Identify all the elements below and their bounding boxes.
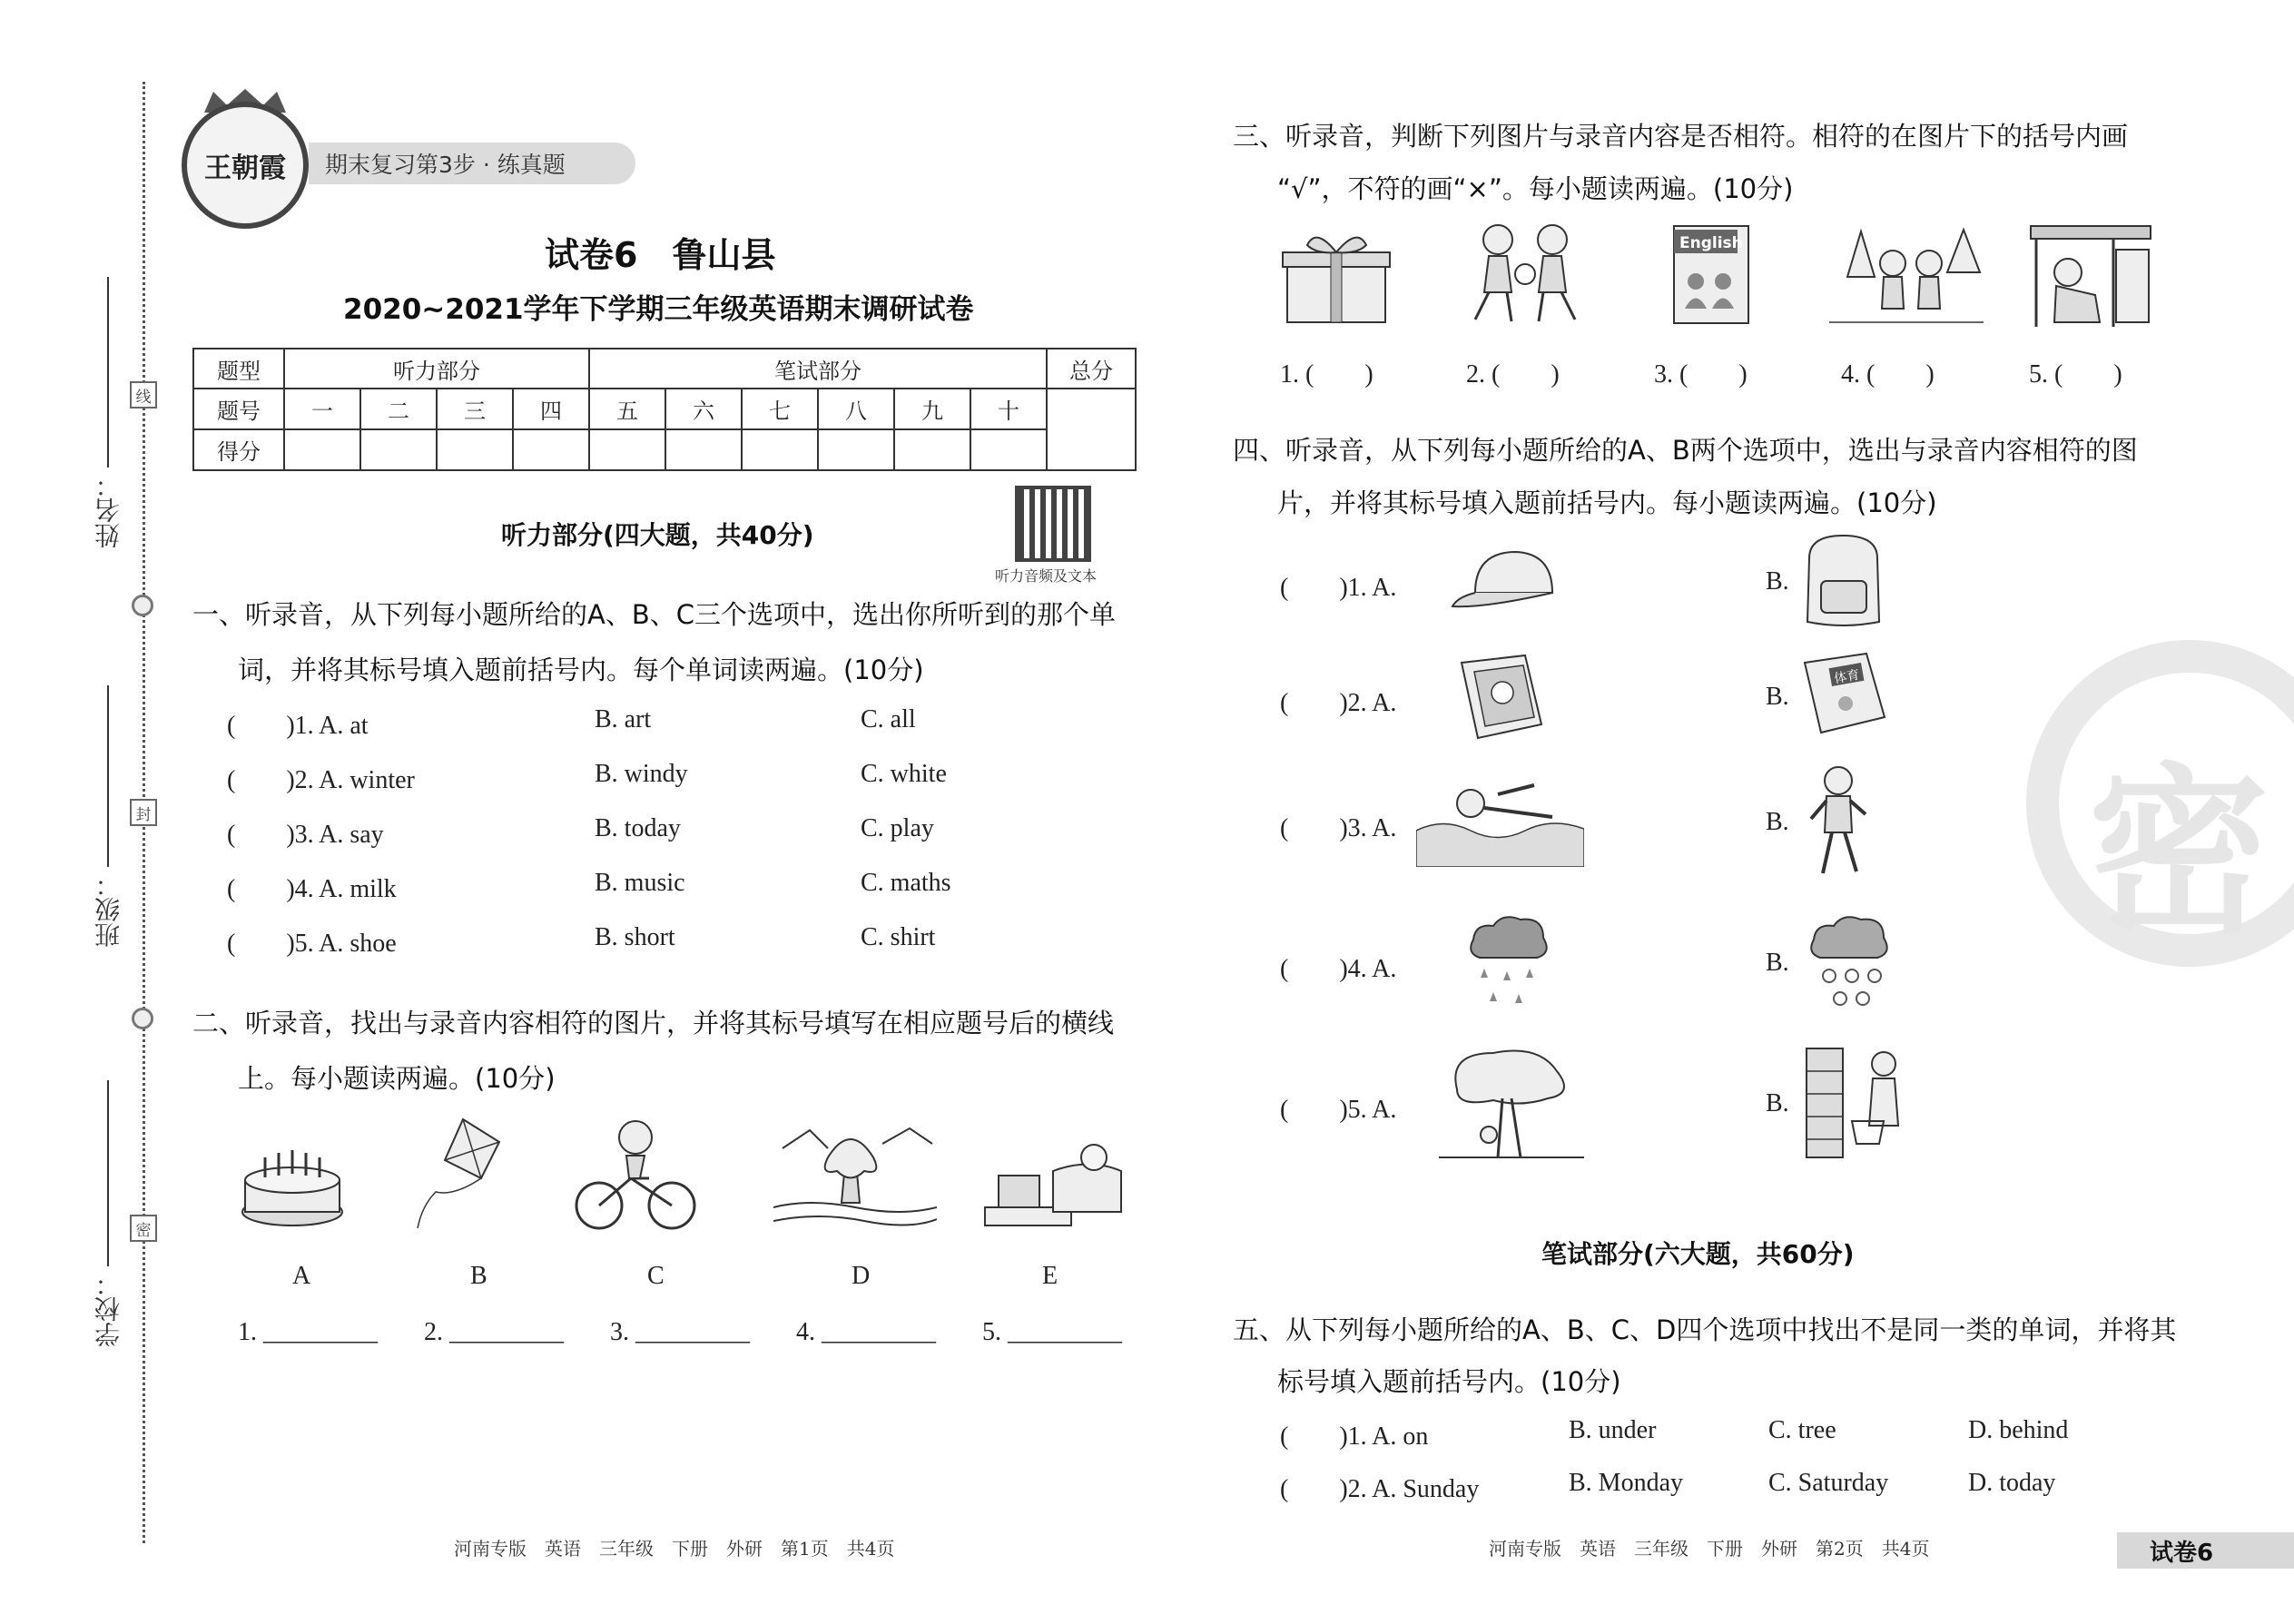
q4-item-1[interactable]: ( )1. A. xyxy=(1280,574,1397,602)
table-header-cell: 听力部分 xyxy=(284,349,589,389)
trees-river-icon xyxy=(773,1121,937,1230)
birthday-cake-icon xyxy=(238,1139,347,1230)
q1-prompt-line1: 一、听录音，从下列每小题所给的A、B、C三个选项中，选出你所听到的那个单 xyxy=(192,599,1116,630)
pe-book-icon xyxy=(1796,649,1891,740)
q4-item-4[interactable]: ( )4. A. xyxy=(1280,955,1397,983)
girl-under-tree-icon xyxy=(1439,1044,1584,1162)
score-table xyxy=(192,348,1137,471)
q1-option-c: C. all xyxy=(861,705,916,733)
q5-prompt-line2: 标号填入题前括号内。(10分) xyxy=(1277,1366,1621,1397)
table-header-cell: 总分 xyxy=(1047,349,1136,389)
class-label: 班级： xyxy=(94,871,123,948)
kite-icon xyxy=(409,1115,508,1233)
q1-item-2[interactable]: ( )2. A. winter xyxy=(227,766,415,794)
table-header-cell: 题型 xyxy=(193,349,284,389)
q5-option-c: C. Saturday xyxy=(1768,1469,1889,1497)
header-banner: 期末复习第3步 · 练真题 xyxy=(309,143,635,184)
q1-item-1[interactable]: ( )1. A. at xyxy=(227,712,369,740)
table-cell: 八 xyxy=(818,389,894,429)
score-cell[interactable] xyxy=(360,429,437,470)
q3-prompt-line1: 三、听录音，判断下列图片与录音内容是否相符。相符的在图片下的括号内画 xyxy=(1233,121,2129,152)
name-blank xyxy=(107,277,109,468)
q1-option-b: B. music xyxy=(595,869,685,897)
q3-bracket[interactable]: 4. ( ) xyxy=(1841,360,1935,389)
q1-option-b: B. today xyxy=(595,814,681,842)
woman-shopping-icon xyxy=(1802,1044,1911,1162)
q3-bracket[interactable]: 3. ( ) xyxy=(1654,360,1748,389)
girl-watching-tv-icon xyxy=(980,1121,1126,1230)
seal-char: 线 xyxy=(130,381,157,408)
q4-option-b: B. xyxy=(1766,1089,1789,1117)
q3-bracket[interactable]: 5. ( ) xyxy=(2029,360,2122,389)
q2-prompt-line2: 上。每小题读两遍。(10分) xyxy=(238,1063,556,1094)
q3-prompt-line2: “√”，不符的画“×”。每小题读两遍。(10分) xyxy=(1277,173,1794,204)
binding-hole xyxy=(132,595,153,616)
q1-option-c: C. maths xyxy=(861,869,951,897)
q2-answer-blank[interactable]: 2. _________ xyxy=(424,1318,564,1346)
q1-option-c: C. shirt xyxy=(861,923,936,951)
footer-right: 河南专版 英语 三年级 下册 外研 第2页 共4页 xyxy=(1489,1538,1930,1560)
q5-option-d: D. behind xyxy=(1968,1416,2069,1444)
q2-answer-blank[interactable]: 5. _________ xyxy=(982,1318,1122,1346)
score-cell[interactable] xyxy=(818,429,894,470)
kids-snowman-icon xyxy=(1829,222,1984,327)
q3-bracket[interactable]: 1. ( ) xyxy=(1280,360,1373,389)
backpack-icon xyxy=(1796,531,1891,631)
q5-option-d: D. today xyxy=(1968,1469,2056,1497)
q2-answer-blank[interactable]: 1. _________ xyxy=(238,1318,378,1346)
picture-book-icon xyxy=(1452,652,1548,743)
listening-heading: 听力部分(四大题，共40分) xyxy=(501,520,814,550)
q4-option-b: B. xyxy=(1766,683,1789,711)
score-cell[interactable] xyxy=(970,429,1047,470)
q4-item-2[interactable]: ( )2. A. xyxy=(1280,689,1397,717)
score-cell[interactable] xyxy=(513,429,589,470)
q1-option-b: B. art xyxy=(595,705,652,733)
pe-book-word: 体育 xyxy=(1833,667,1861,687)
english-book-icon xyxy=(1670,222,1752,327)
q1-item-5[interactable]: ( )5. A. shoe xyxy=(227,930,397,958)
table-cell: 题号 xyxy=(193,389,284,429)
q4-prompt-line1: 四、听录音，从下列每小题所给的A、B两个选项中，选出与录音内容相符的图 xyxy=(1233,435,2138,466)
snow-cloud-icon xyxy=(1807,912,1897,1017)
q5-option-c: C. tree xyxy=(1768,1416,1836,1444)
q4-item-3[interactable]: ( )3. A. xyxy=(1280,814,1397,842)
binding-hole xyxy=(132,1008,153,1029)
table-cell: 四 xyxy=(513,389,589,429)
rain-cloud-icon xyxy=(1466,912,1552,1012)
score-cell[interactable] xyxy=(437,429,513,470)
q4-option-b: B. xyxy=(1766,949,1789,977)
paper-subtitle: 2020~2021学年下学期三年级英语期末调研试卷 xyxy=(343,293,974,326)
paper-tab-label: 试卷6 xyxy=(2150,1540,2214,1567)
q3-bracket[interactable]: 2. ( ) xyxy=(1466,360,1560,389)
brand-logo: 王朝霞 xyxy=(182,102,309,229)
q2-letter-b: B xyxy=(470,1262,487,1290)
writing-heading: 笔试部分(六大题，共60分) xyxy=(1541,1239,1855,1269)
seal-watermark-char: 密 xyxy=(2088,748,2270,960)
q1-option-c: C. white xyxy=(861,760,947,788)
gift-box-icon xyxy=(1280,227,1393,327)
q4-option-b: B. xyxy=(1766,808,1789,836)
q5-option-b: B. Monday xyxy=(1569,1469,1683,1497)
q5-item-1[interactable]: ( )1. A. on xyxy=(1280,1422,1429,1451)
paper-title: 试卷6 鲁山县 xyxy=(545,235,776,275)
qr-caption: 听力音频及文本 xyxy=(995,567,1098,585)
name-label: 姓名： xyxy=(94,472,123,548)
boy-riding-bike-icon xyxy=(567,1115,704,1233)
q2-prompt-line1: 二、听录音，找出与录音内容相符的图片，并将其标号填写在相应题号后的横线 xyxy=(192,1008,1115,1038)
table-cell: 得分 xyxy=(193,429,284,470)
q4-item-5[interactable]: ( )5. A. xyxy=(1280,1096,1397,1124)
seal-char: 密 xyxy=(130,1215,157,1242)
score-cell[interactable] xyxy=(742,429,818,470)
table-cell: 一 xyxy=(284,389,360,429)
kids-playing-ball-icon xyxy=(1457,220,1593,329)
q1-item-4[interactable]: ( )4. A. milk xyxy=(227,875,397,903)
class-blank xyxy=(107,685,109,867)
total-score-cell[interactable] xyxy=(1047,389,1136,470)
boy-running-icon xyxy=(1807,764,1870,882)
score-cell[interactable] xyxy=(589,429,665,470)
table-cell: 三 xyxy=(437,389,513,429)
q5-item-2[interactable]: ( )2. A. Sunday xyxy=(1280,1475,1480,1503)
table-cell: 九 xyxy=(894,389,970,429)
seal-char: 封 xyxy=(130,799,157,826)
qr-code[interactable] xyxy=(1015,486,1091,562)
english-book-word: English xyxy=(1679,234,1743,252)
table-cell: 七 xyxy=(742,389,818,429)
score-cell[interactable] xyxy=(284,429,360,470)
cap-icon xyxy=(1448,543,1561,615)
q2-letter-c: C xyxy=(647,1262,665,1290)
q2-letter-a: A xyxy=(292,1262,311,1290)
footer-left: 河南专版 英语 三年级 下册 外研 第1页 共4页 xyxy=(454,1538,895,1560)
table-cell: 十 xyxy=(970,389,1047,429)
q1-option-b: B. short xyxy=(595,923,675,951)
school-blank xyxy=(107,1080,109,1266)
q2-answer-blank[interactable]: 4. _________ xyxy=(796,1318,936,1346)
q5-option-b: B. under xyxy=(1569,1416,1657,1444)
table-cell: 六 xyxy=(665,389,742,429)
q1-option-c: C. play xyxy=(861,814,934,842)
school-label: 学校： xyxy=(94,1271,123,1347)
q2-answer-blank[interactable]: 3. _________ xyxy=(610,1318,750,1346)
q4-prompt-line2: 片，并将其标号填入题前括号内。每小题读两遍。(10分) xyxy=(1277,487,1937,518)
score-cell[interactable] xyxy=(665,429,742,470)
boy-under-desk-icon xyxy=(2027,222,2154,331)
q1-item-3[interactable]: ( )3. A. say xyxy=(227,821,384,849)
q1-prompt-line2: 词，并将其标号填入题前括号内。每个单词读两遍。(10分) xyxy=(238,655,924,685)
table-cell: 二 xyxy=(360,389,437,429)
table-cell: 五 xyxy=(589,389,665,429)
score-cell[interactable] xyxy=(894,429,970,470)
table-header-cell: 笔试部分 xyxy=(589,349,1047,389)
boy-swimming-icon xyxy=(1416,767,1584,867)
q2-letter-d: D xyxy=(852,1262,871,1290)
q4-option-b: B. xyxy=(1766,567,1789,595)
q2-letter-e: E xyxy=(1042,1262,1058,1290)
q5-prompt-line1: 五、从下列每小题所给的A、B、C、D四个选项中找出不是同一类的单词，并将其 xyxy=(1233,1314,2177,1345)
q1-option-b: B. windy xyxy=(595,760,688,788)
